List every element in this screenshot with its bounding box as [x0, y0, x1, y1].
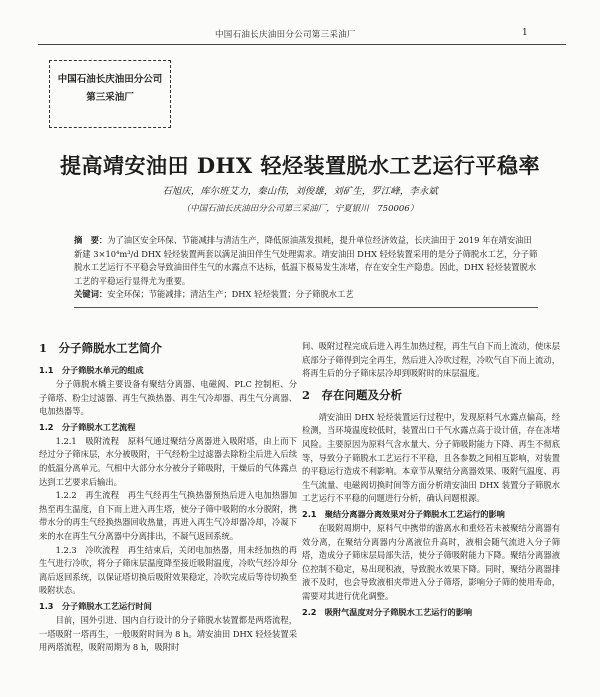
abstract-divider [74, 307, 538, 308]
organization-subunit: 第三采油厂 [86, 92, 134, 103]
header-divider [38, 44, 566, 45]
section-1-1-text: 分子筛脱水橇主要设备有聚结分离器、电磁阀、PLC 控制柜、分子筛塔、粉尘过滤器、再生气换热器、再生气冷却器、再生气分离器、电加热器等。 [39, 379, 297, 417]
paragraph-continued: 间、吸附过程完成后进入再生加热过程，再生气自下而上流动，使床层底部分子筛得到完全再生，然后进入冷吹过程，冷吹气自下而上流动，将再生后的分子筛床层冷却到吸附时的床层温度。 [302, 341, 560, 379]
organization-name: 中国石油长庆油田分公司 [57, 74, 163, 85]
paragraph-2: 靖安油田 DHX 轻烃装置运行过程中，发现原料气水露点偏高，经检测，当环境温度较低时，装置出口干气水露点高于设计值，存在冻堵风险。主要原因为原料气含水量大、分子筛吸附能力下降、再生不彻底等，导致分子筛脱水工艺运行不平稳，且各参数之间相互影响，对装置的平稳运行造成不利影响。本章节从聚结分离器效果、吸附气温度、再生气流量、电磁阀切换时间等方面分析靖安油田 DHX 装置分子筛脱水工艺运行不平稳的问题进行分析，确认问题根源。 [302, 411, 560, 504]
keywords-label: 关键词： [74, 289, 108, 299]
affiliation: （中国石油长庆油田分公司第三采油厂，宁夏银川 750006） [181, 204, 419, 214]
paragraph-2-1: 在吸附周期中，原料气中携带的游离水和重烃若未被聚结分离器有效分离，在聚结分离器内分离液位升高时，液相会随气流进入分子筛塔，造成分子筛床层局部失活，使分子筛吸附能力下降。聚结分离器液位控制不稳定，易出现积液，导致脱水效果下降。同时，聚结分离器排液不及时，也会导致液相夹带进入分子筛塔，影响分子筛的使用寿命，需要对其进行优化调整。 [302, 522, 560, 601]
section-1-3-heading: 1.3 分子筛脱水工艺运行时间 [39, 600, 152, 611]
abstract-block [74, 234, 538, 288]
author-list: 石旭庆，库尔班艾力，秦山伟，刘俊雄，刘矿生，罗江峰，李永斌 [162, 186, 438, 197]
organization-stamp-box [49, 60, 171, 128]
paragraph-1-2-3: 1.2.3 冷吹流程 再生结束后，关闭电加热器，用未经加热的再生气进行冷吹，将分子筛床层温度降至接近吸附温度，冷吹气经冷却分离后返回系统，以保证塔切换后吸附效果稳定，冷吹完成后等待切换至吸附状态。 [39, 544, 297, 596]
abstract-text: 为了油区安全环保、节能减排与清洁生产，降低原油蒸发损耗，提升单位经济效益，长庆油田于 2019 年在靖安油田新建 3×10⁴m³/d DHX 轻烃装置两套以满足油田伴生气处理需求。靖安油田 DHX 轻烃装置采用的是分子筛脱水工艺，分子筛脱水工艺运行不平稳会导致油田伴生气的水露点不达标，低温下极易发生冻堵，存在安全生产隐患。因此，DHX 轻烃装置脱水工艺的平稳运行显得尤为重要。 [74, 235, 538, 286]
paragraph-1-2-1: 1.2.1 吸附流程 原料气通过聚结分离器进入吸附塔，由上而下经过分子筛床层，水分被吸附，干气经粉尘过滤器去除粉尘后进入后续的低温分离单元。气相中大部分水分被分子筛吸附，干燥后的气体露点达到工艺要求后输出。 [39, 435, 297, 487]
section-1-1-heading: 1.1 分子筛脱水单元的组成 [39, 365, 144, 375]
paragraph-1-3: 目前，国外引进、国内自行设计的分子筛脱水装置都是两塔流程，一塔吸附一塔再生，一般吸附时间为 8 h。靖安油田 DHX 轻烃装置采用两塔流程，吸附周期为 8 h，吸附时 [39, 614, 297, 653]
abstract-label: 摘 要： [74, 235, 108, 245]
right-column [302, 340, 560, 620]
keywords-block [74, 288, 538, 301]
section-2-1-heading: 2.1 聚结分离器分离效果对分子筛脱水工艺运行的影响 [302, 508, 505, 519]
section-1-heading: 1 分子筛脱水工艺简介 [39, 341, 163, 355]
paragraph-1-2-2: 1.2.2 再生流程 再生气经再生气换热器预热后进入电加热器加热至再生温度，自下而上进入再生塔，使分子筛中吸附的水分脱附，携带水分的再生气经换热器回收热量，再进入再生气冷却器冷却，冷凝下来的水在再生气分离器中分离排出，不凝气返回系统。 [39, 490, 297, 541]
section-1-2-heading: 1.2 分子筛脱水工艺流程 [39, 421, 136, 432]
article-title: 提高靖安油田 DHX 轻烃装置脱水工艺运行平稳率 [60, 153, 540, 178]
journal-header-title: 中国石油长庆油田分公司第三采油厂 [215, 30, 356, 40]
keywords-text: 安全环保；节能减排；清洁生产；DHX 轻烃装置；分子筛脱水工艺 [107, 289, 354, 299]
section-2-2-heading: 2.2 吸附气温度对分子筛脱水工艺运行的影响 [302, 606, 473, 617]
section-2-heading: 2 存在问题及分析 [302, 387, 403, 402]
left-column [39, 340, 297, 655]
running-header [0, 28, 600, 42]
page-number: 1 [522, 28, 528, 38]
